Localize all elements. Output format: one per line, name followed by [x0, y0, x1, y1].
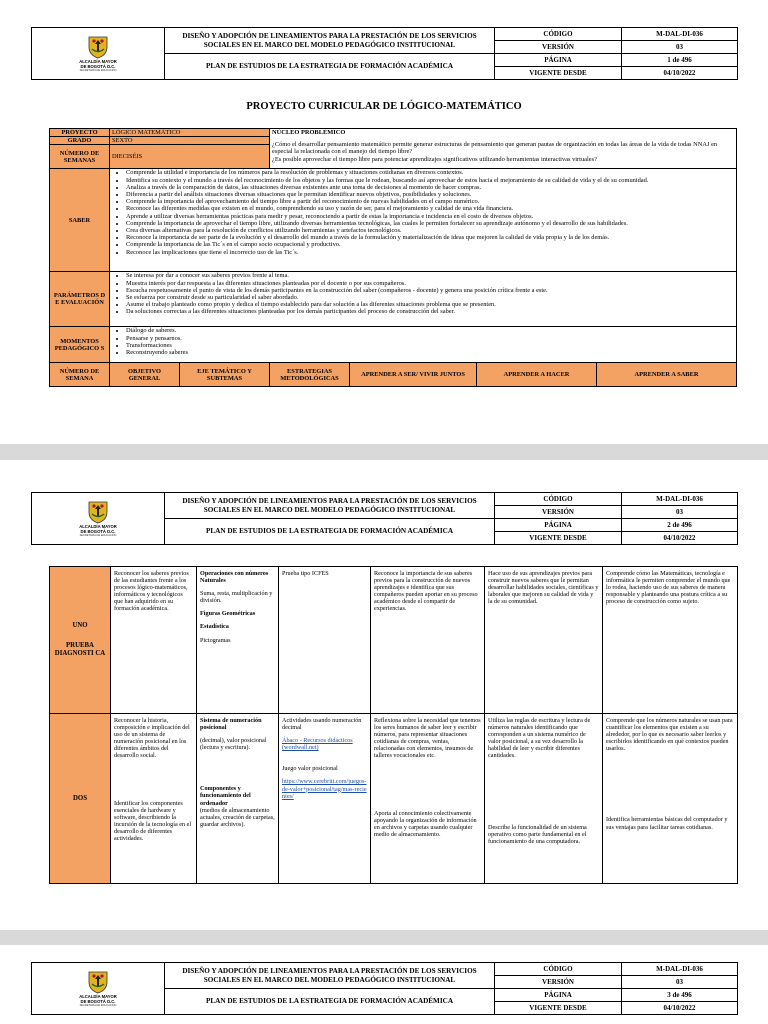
codigo-value: M-DAL-DI-036	[622, 963, 738, 976]
estrategia-item: Actividades usando numeración decimal	[282, 717, 362, 732]
proyecto-value: LÓGICO MATEMÁTICO	[110, 129, 270, 137]
week-dos-ser	[371, 714, 485, 884]
list-item: • Identifica su contexto y el mundo a través del reconocimiento de los objetos y las formas que le rodean, buscando así aprovechar de estos hacia el mejoramiento de su calidad de vida y el de su comunidad.	[126, 177, 734, 184]
col-eje: EJE TEMÁTICO Y SUBTEMAS	[180, 363, 270, 387]
logo-cell	[32, 28, 165, 80]
weeks-table	[49, 566, 738, 884]
week-uno-ser: Reconoce la importancia de sus saberes previos para la construcción de nuevos aprendizajes e identifica que sus compañeros pueden aportar en su proceso académico desde el compartir de experiencias.	[371, 567, 485, 714]
codigo-value: M-DAL-DI-036	[622, 493, 738, 506]
bogota-coat-of-arms-icon	[87, 500, 109, 524]
list-item: • Comprende la importancia de las Tic´s en el campo socio ocupacional y productivo.	[126, 241, 734, 248]
pagina-value: 2 de 496	[622, 519, 738, 532]
pagina-value: 1 de 496	[622, 54, 738, 67]
pagina-label: PÁGINA	[495, 54, 622, 67]
parametros-label: PARÁMETROS D E EVALUACIÓN	[50, 272, 110, 327]
version-label: VERSIÓN	[495, 41, 622, 54]
week-uno-hacer: Hace uso de sus aprendizajes previos para construir nuevos saberes que le permitan desarrollar habilidades sociales, científicas y laborales que mejoren su calidad de vida y la de su comunidad.	[485, 567, 603, 714]
header-title-sub: PLAN DE ESTUDIOS DE LA ESTRATEGIA DE FORMACIÓN ACADÉMICA	[165, 54, 495, 80]
logo-line-1: ALCALDÍA MAYOR	[79, 994, 117, 999]
logo-line-1: ALCALDÍA MAYOR	[79, 59, 117, 64]
page-header	[31, 492, 738, 545]
week-dos-saber	[603, 714, 738, 884]
parametros-list	[112, 272, 734, 315]
week-dos-eje	[197, 714, 279, 884]
logo-line-3: SECRETARÍA DE EDUCACIÓN	[79, 69, 117, 72]
bogota-coat-of-arms-icon	[87, 35, 109, 59]
version-label: VERSIÓN	[495, 506, 622, 519]
list-item: • Reconstruyendo saberes	[126, 349, 734, 356]
list-item: • Aprende a utilizar diversas herramientas prácticas para medir y pesar, reconociendo a partir de estas la importancia e incidencia en el costo de diversos objetos.	[126, 213, 734, 220]
nucleo-question-2: ¿Es posible aprovechar el tiempo libre para potenciar aprendizajes significativos utilizando herramientas interactivas virtuales?	[272, 155, 597, 163]
momentos-content	[110, 327, 737, 363]
eje-item: Pictogramas	[200, 636, 231, 644]
version-value: 03	[622, 506, 738, 519]
header-title-main: DISEÑO Y ADOPCIÓN DE LINEAMIENTOS PARA LA PRESTACIÓN DE LOS SERVICIOS SOCIALES EN EL MARCO DEL MODELO PEDAGÓGICO INSTITUCIONAL	[165, 493, 495, 519]
list-item: • Transformaciones	[126, 342, 734, 349]
week-dos-hacer	[485, 714, 603, 884]
proyecto-label: PROYECTO	[50, 129, 110, 137]
nucleo-label: NÚCLEO PROBLÉMICO	[272, 129, 346, 136]
list-item: • Analiza a través de la comparación de datos, las situaciones diversas existentes ante una toma de decisiones al momento de hacer compras.	[126, 184, 734, 191]
eje-item: Suma, resta, multiplicación y división.	[200, 590, 273, 605]
semanas-value: DIECISÉIS	[110, 145, 270, 169]
hacer-item: Utiliza las reglas de escritura y lectura de números naturales identificando que corresponden a un sistema numérico de valor posicional, a su vez desarrollo la habilidad de leer y escribir diferentes cantidades.	[488, 717, 591, 760]
col-ser: APRENDER A SER/ VIVIR JUNTOS	[350, 363, 477, 387]
grado-value: SEXTO	[110, 137, 270, 145]
momentos-list	[112, 327, 734, 356]
week-uno-label	[50, 567, 111, 714]
col-hacer: APRENDER A HACER	[477, 363, 597, 387]
logo-line-2: DE BOGOTÁ D.C.	[80, 64, 116, 69]
nucleo-problemico	[270, 129, 737, 169]
page-2	[0, 460, 768, 930]
momentos-label: MOMENTOS PEDAGÓGICO S	[50, 327, 110, 363]
list-item: • Da soluciones correctas a las diferentes situaciones planteadas por los demás participantes del proceso de construcción del saber.	[126, 308, 734, 315]
list-item: • Diferencia a partir del análisis situaciones diversas situaciones que le permitan identificar nuevos objetivos, posibilidades y soluciones.	[126, 191, 734, 198]
week-dos-estrategias	[279, 714, 371, 884]
eje-item: Componentes y funcionamiento del ordenador	[200, 785, 251, 807]
header-title-sub: PLAN DE ESTUDIOS DE LA ESTRATEGIA DE FORMACIÓN ACADÉMICA	[165, 989, 495, 1015]
eje-item: (medios de almacenamiento actuales, creación de carpetas, guardar archivos).	[200, 806, 275, 828]
week-uno-saber: Comprende cómo las Matemáticas, tecnología e informática le permiten comprender el mundo que lo rodea, haciendo uso de sus saberes de manera responsable y planteando una postura crítica a su proceso de construcción como sujeto.	[603, 567, 738, 714]
saber-list	[112, 169, 734, 255]
grado-label: GRADO	[50, 137, 110, 145]
list-item: • Asume el trabajo planteado como propio y dedica el tiempo establecido para dar solución a las diferentes situaciones problema que se presenten.	[126, 301, 734, 308]
pagina-label: PÁGINA	[495, 989, 622, 1002]
list-item: • Comprende la importancia de aprovechar el tiempo libre, utilizando diversas herramientas tecnológicas, las cuales le permiten fortalecer su aprendizaje autónomo y el desarrollo de sus habilidades.	[126, 220, 734, 227]
col-objetivo: OBJETIVO GENERAL	[110, 363, 180, 387]
pagina-label: PÁGINA	[495, 519, 622, 532]
version-label: VERSIÓN	[495, 976, 622, 989]
objetivo-item: Reconocer la historia, composición e implicación del uso de un sistema de numeración posicional en los diferentes ámbitos del desarrollo social.	[114, 717, 190, 760]
list-item: • Diálogo de saberes.	[126, 327, 734, 334]
eje-item: (decimal), valor posicional (lectura y escritura).	[200, 737, 267, 752]
page-header	[31, 962, 738, 1015]
semanas-label: NÚMERO DE SEMANAS	[50, 145, 110, 169]
week-dos-objetivo	[111, 714, 197, 884]
saber-item: Identifica herramientas básicas del computador y sus ventajas para facilitar tareas cotidianas.	[606, 816, 728, 831]
logo-line-3: SECRETARÍA DE EDUCACIÓN	[79, 1004, 117, 1007]
eje-item: Estadística	[200, 623, 229, 631]
saber-item: Comprende que los números naturales se usan para cuantificar los elementos que existen a su alrededor, por lo que es necesario saber leerlos y escribirlos identificando en qué contextos pueden usarlos.	[606, 717, 733, 753]
list-item: • Pensarse y pensarnos.	[126, 335, 734, 342]
list-item: • Se interesa por dar a conocer sus saberes previos frente al tema.	[126, 272, 734, 279]
list-item: • Reconoce las diferentes medidas que existen en el mundo, comprendiendo su uso y razón de ser, para el mejoramiento y calidad de una vida financiera.	[126, 205, 734, 212]
codigo-label: CÓDIGO	[495, 493, 622, 506]
pagina-value: 3 de 496	[622, 989, 738, 1002]
codigo-label: CÓDIGO	[495, 963, 622, 976]
eje-item: Operaciones con números Naturales	[200, 570, 269, 585]
col-semana: NÚMERO DE SEMANA	[50, 363, 110, 387]
list-item: • Reconoce la importancia de ser parte de la evolución y el desarrollo del mundo a través de la formulación y materialización de ideas que mejoren la calidad de vida propia y la de los demás.	[126, 234, 734, 241]
codigo-value: M-DAL-DI-036	[622, 28, 738, 41]
vigente-value: 04/10/2022	[622, 532, 738, 545]
list-item: • Escucha respetuosamente el punto de vista de los demás participantes en la construcción del saber (compañeros - docente) y genera una posición crítica frente a este.	[126, 287, 734, 294]
page-1	[0, 0, 768, 444]
parametros-content	[110, 272, 737, 327]
list-item: • Comprende la importancia del aprovechamiento del tiempo libre a partir del reconocimiento de nuevas habilidades en el campo numérico.	[126, 198, 734, 205]
ser-item: Reflexiona sobre la necesidad que tenemos los seres humanos de saber leer y escribir números, para representar situaciones cotidianas de compras, ventas, relacionadas con elementos, insumos de talleres vocacionales etc.	[374, 717, 481, 760]
saber-label: SABER	[50, 169, 110, 272]
header-title-main: DISEÑO Y ADOPCIÓN DE LINEAMIENTOS PARA LA PRESTACIÓN DE LOS SERVICIOS SOCIALES EN EL MARCO DEL MODELO PEDAGÓGICO INSTITUCIONAL	[165, 963, 495, 989]
vigente-label: VIGENTE DESDE	[495, 532, 622, 545]
version-value: 03	[622, 976, 738, 989]
logo-line-2: DE BOGOTÁ D.C.	[80, 529, 116, 534]
eje-item: Figuras Geométricas	[200, 610, 256, 618]
logo-line-2: DE BOGOTÁ D.C.	[80, 999, 116, 1004]
eje-item: Sistema de numeración posicional	[200, 717, 262, 732]
logo-line-1: ALCALDÍA MAYOR	[79, 524, 117, 529]
version-value: 03	[622, 41, 738, 54]
bogota-coat-of-arms-icon	[87, 970, 109, 994]
saber-content	[110, 169, 737, 272]
vigente-label: VIGENTE DESDE	[495, 1002, 622, 1015]
logo-line-3: SECRETARÍA DE EDUCACIÓN	[79, 534, 117, 537]
week-dos-label: DOS	[50, 714, 111, 884]
page-header	[31, 27, 738, 80]
week-uno-sub: PRUEBA DIAGNOSTI CA	[54, 642, 106, 657]
col-saber: APRENDER A SABER	[597, 363, 737, 387]
page-3	[0, 945, 768, 1024]
document-title: PROYECTO CURRICULAR DE LÓGICO-MATEMÁTICO	[246, 101, 522, 112]
logo-cell	[32, 493, 165, 545]
codigo-label: CÓDIGO	[495, 28, 622, 41]
header-title-sub: PLAN DE ESTUDIOS DE LA ESTRATEGIA DE FORMACIÓN ACADÉMICA	[165, 519, 495, 545]
ser-item: Aporta al conocimiento colectivamente apoyando la organización de información en archivos y carpetas usando cualquier medio de almacenamiento.	[374, 809, 477, 838]
estrategia-item: Juego valor posicional	[282, 765, 338, 773]
col-estrategias: ESTRATEGIAS METODOLÓGICAS	[270, 363, 350, 387]
vigente-value: 04/10/2022	[622, 67, 738, 80]
hacer-item: Describe la funcionalidad de un sistema operativo como parte fundamental en el funcionamiento de una computadora.	[488, 823, 587, 845]
list-item: • Comprende la utilidad e importancia de los números para la resolución de problemas y situaciones cotidianas en diversos contextos.	[126, 169, 734, 176]
week-uno-objetivo: Reconocer los saberes previos de las estudiantes frente a los procesos lógico-matemáticos, informáticos y tecnológicos que han adquirido en su formación académica.	[111, 567, 197, 714]
list-item: • Muestra interés por dar respuesta a las diferentes situaciones planteadas por el docente o por sus compañeros.	[126, 280, 734, 287]
list-item: • Crea diversas alternativas para la resolución de conflictos utilizando herramientas y artefactos tecnológicos.	[126, 227, 734, 234]
week-uno-eje	[197, 567, 279, 714]
table-row	[50, 714, 738, 884]
list-item: • Se esfuerza por construir desde su particularidad el saber abordado.	[126, 294, 734, 301]
table-row	[50, 567, 738, 714]
header-title-main: DISEÑO Y ADOPCIÓN DE LINEAMIENTOS PARA LA PRESTACIÓN DE LOS SERVICIOS SOCIALES EN EL MARCO DEL MODELO PEDAGÓGICO INSTITUCIONAL	[165, 28, 495, 54]
week-uno-estrategias: Prueba tipo ICFES	[279, 567, 371, 714]
abaco-link[interactable]: Ábaco - Recursos didácticos (wordwall.net)	[282, 737, 353, 752]
vigente-value: 04/10/2022	[622, 1002, 738, 1015]
curriculum-table	[49, 128, 737, 387]
cerebriti-link[interactable]: https://www.cerebriti.com/juegos-de-valor+posicional/tag/mas-recientes/	[282, 778, 367, 800]
vigente-label: VIGENTE DESDE	[495, 67, 622, 80]
nucleo-question-1: ¿Cómo el desarrollar pensamiento matemático permite generar estructuras de pensamiento que generan pautas de organización en todas las áreas de la vida de todas NNAJ en especial la relacionada con el manejo del tiempo libre?	[272, 141, 718, 156]
objetivo-item: Identificar los componentes esenciales de hardware y software, describiendo la incursión de la tecnología en el desarrollo de diferentes actividades.	[114, 799, 192, 843]
logo-cell	[32, 963, 165, 1015]
week-uno-name: UNO	[72, 622, 88, 629]
list-item: • Reconoce las implicaciones que tiene el incorrecto uso de las Tic´s.	[126, 249, 734, 256]
